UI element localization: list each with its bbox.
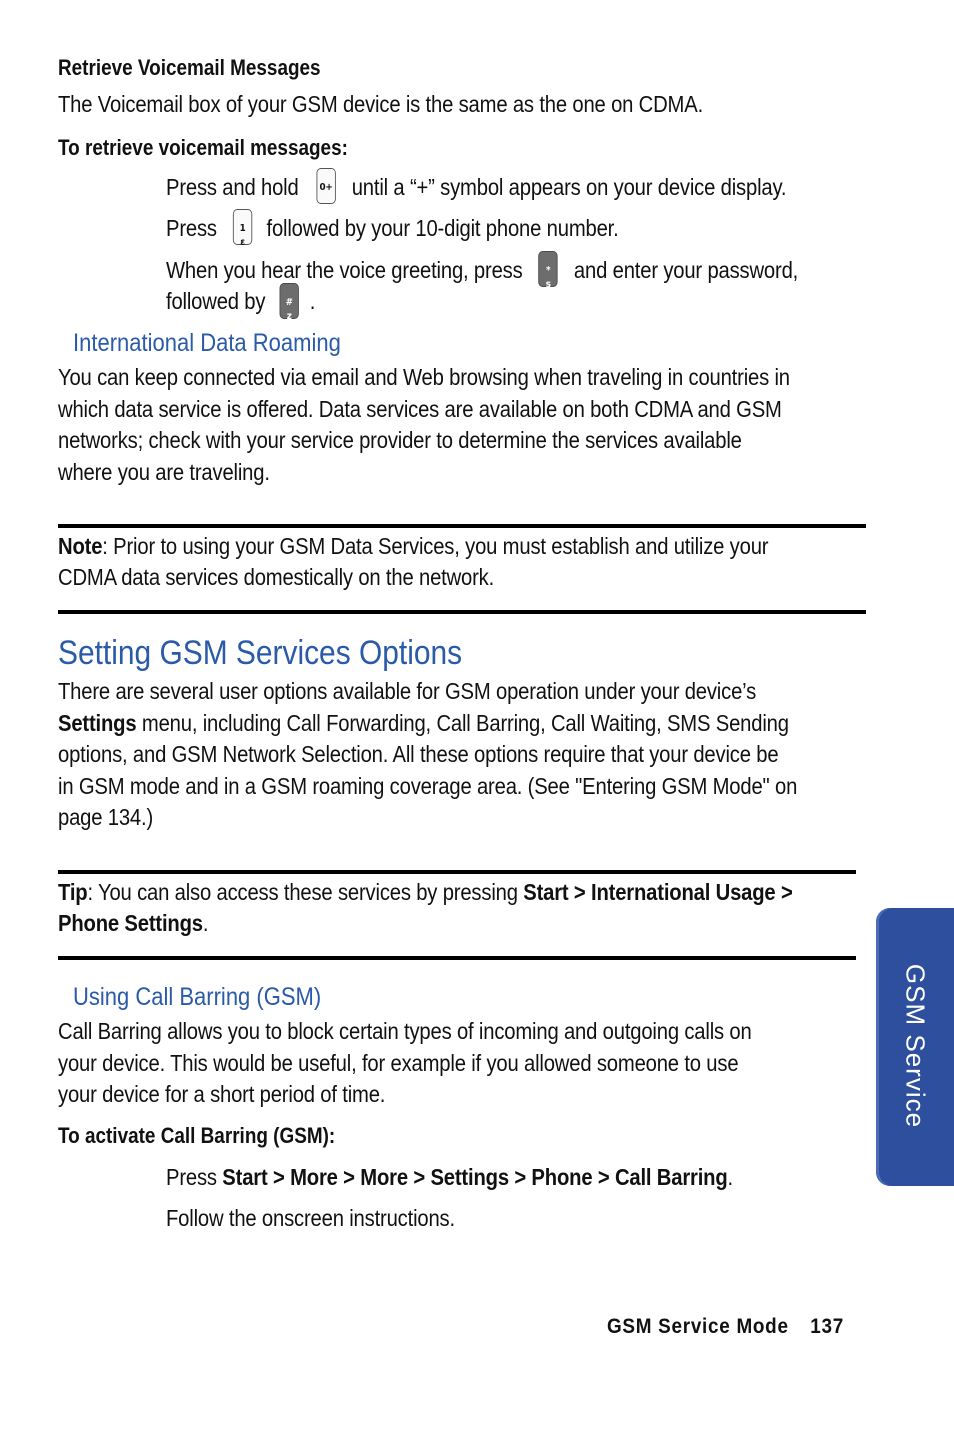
paragraph-line: in GSM mode and in a GSM roaming coverage area. (See "Entering GSM Mode" on [58, 772, 798, 799]
paragraph-line: your device. This would be useful, for example if you allowed someone to use [58, 1049, 739, 1076]
tip-end: . [202, 910, 209, 936]
tip-top-rule [58, 870, 856, 874]
star-key-icon: * s [539, 251, 558, 287]
tip-path: Phone Settings [58, 910, 203, 936]
tip-text: : You can also access these services by pressing [87, 879, 524, 905]
one-key-icon: 1 ε [233, 209, 252, 245]
barring-step-1 [166, 1162, 733, 1193]
step-text: until a “+” symbol appears on your device display. [351, 174, 787, 200]
paragraph-text: menu, including Call Forwarding, Call Barring, Call Waiting, SMS Sending [136, 709, 789, 736]
menu-path: Start > More > More > Settings > Phone > Call Barring [222, 1164, 728, 1190]
note-text: : Prior to using your GSM Data Services, you must establish and utilize your [102, 533, 769, 559]
note-bottom-rule [58, 610, 866, 614]
step-text: Press [166, 1164, 223, 1190]
barring-paragraph [58, 1016, 954, 1111]
step-text: Press and hold [166, 174, 299, 200]
note-line-2: CDMA data services domestically on the network. [58, 564, 495, 590]
paragraph-line: There are several user options available for GSM operation under your device’s [58, 678, 757, 704]
step-text: When you hear the voice greeting, press [166, 257, 523, 283]
voicemail-step-2 [166, 213, 619, 248]
voicemail-step-3-cont [166, 286, 316, 322]
step-text: Press [166, 215, 217, 241]
roaming-heading: International Data Roaming [73, 329, 341, 357]
tip-line-1 [58, 877, 793, 908]
paragraph-line: Call Barring allows you to block certain types of incoming and outgoing calls on [58, 1018, 752, 1044]
voicemail-step-3 [166, 255, 799, 290]
voicemail-intro: The Voicemail box of your GSM device is the same as the one on CDMA. [58, 91, 704, 117]
step-text: followed by [166, 288, 266, 314]
footer [607, 1315, 844, 1339]
paragraph-line: page 134.) [58, 804, 154, 830]
settings-term: Settings [58, 709, 137, 736]
tip-bottom-rule [58, 956, 856, 960]
paragraph-line: You can keep connected via email and Web browsing when traveling in countries in [58, 364, 790, 390]
zero-key-icon: 0+ [316, 168, 335, 204]
paragraph-line: your device for a short period of time. [58, 1081, 386, 1107]
roaming-paragraph [58, 362, 954, 488]
paragraph-line: networks; check with your service provider to determine the services available [58, 427, 742, 453]
step-text: followed by your 10-digit phone number. [266, 215, 619, 241]
voicemail-steps-heading: To retrieve voicemail messages: [58, 135, 348, 160]
tip-path: Start > International Usage > [523, 879, 793, 905]
paragraph-line: options, and GSM Network Selection. All these options require that your device be [58, 741, 779, 767]
barring-step-2: Follow the onscreen instructions. [166, 1205, 455, 1231]
tip-label: Tip [58, 879, 88, 905]
paragraph-line [58, 708, 859, 740]
page-number: 137 [810, 1315, 844, 1338]
gsm-options-heading: Setting GSM Services Options [58, 634, 463, 672]
voicemail-step-1 [166, 172, 786, 204]
barring-heading: Using Call Barring (GSM) [73, 983, 322, 1011]
tip-line-2 [58, 908, 208, 939]
pound-key-icon: # z [280, 283, 299, 319]
note-top-rule [58, 524, 866, 528]
step-text: and enter your password, [573, 257, 799, 283]
voicemail-heading: Retrieve Voicemail Messages [58, 55, 321, 80]
paragraph-line: which data service is offered. Data services are available on both CDMA and GSM [58, 395, 782, 422]
side-tab-label: GSM Service [900, 963, 931, 1129]
footer-section: GSM Service Mode [607, 1315, 789, 1338]
step-end: . [727, 1164, 734, 1190]
note-label: Note [58, 533, 103, 559]
barring-steps-heading: To activate Call Barring (GSM): [58, 1123, 336, 1148]
step-text: . [309, 288, 316, 314]
paragraph-line: where you are traveling. [58, 458, 270, 485]
gsm-options-paragraph [58, 676, 954, 834]
note-line-1 [58, 531, 768, 562]
